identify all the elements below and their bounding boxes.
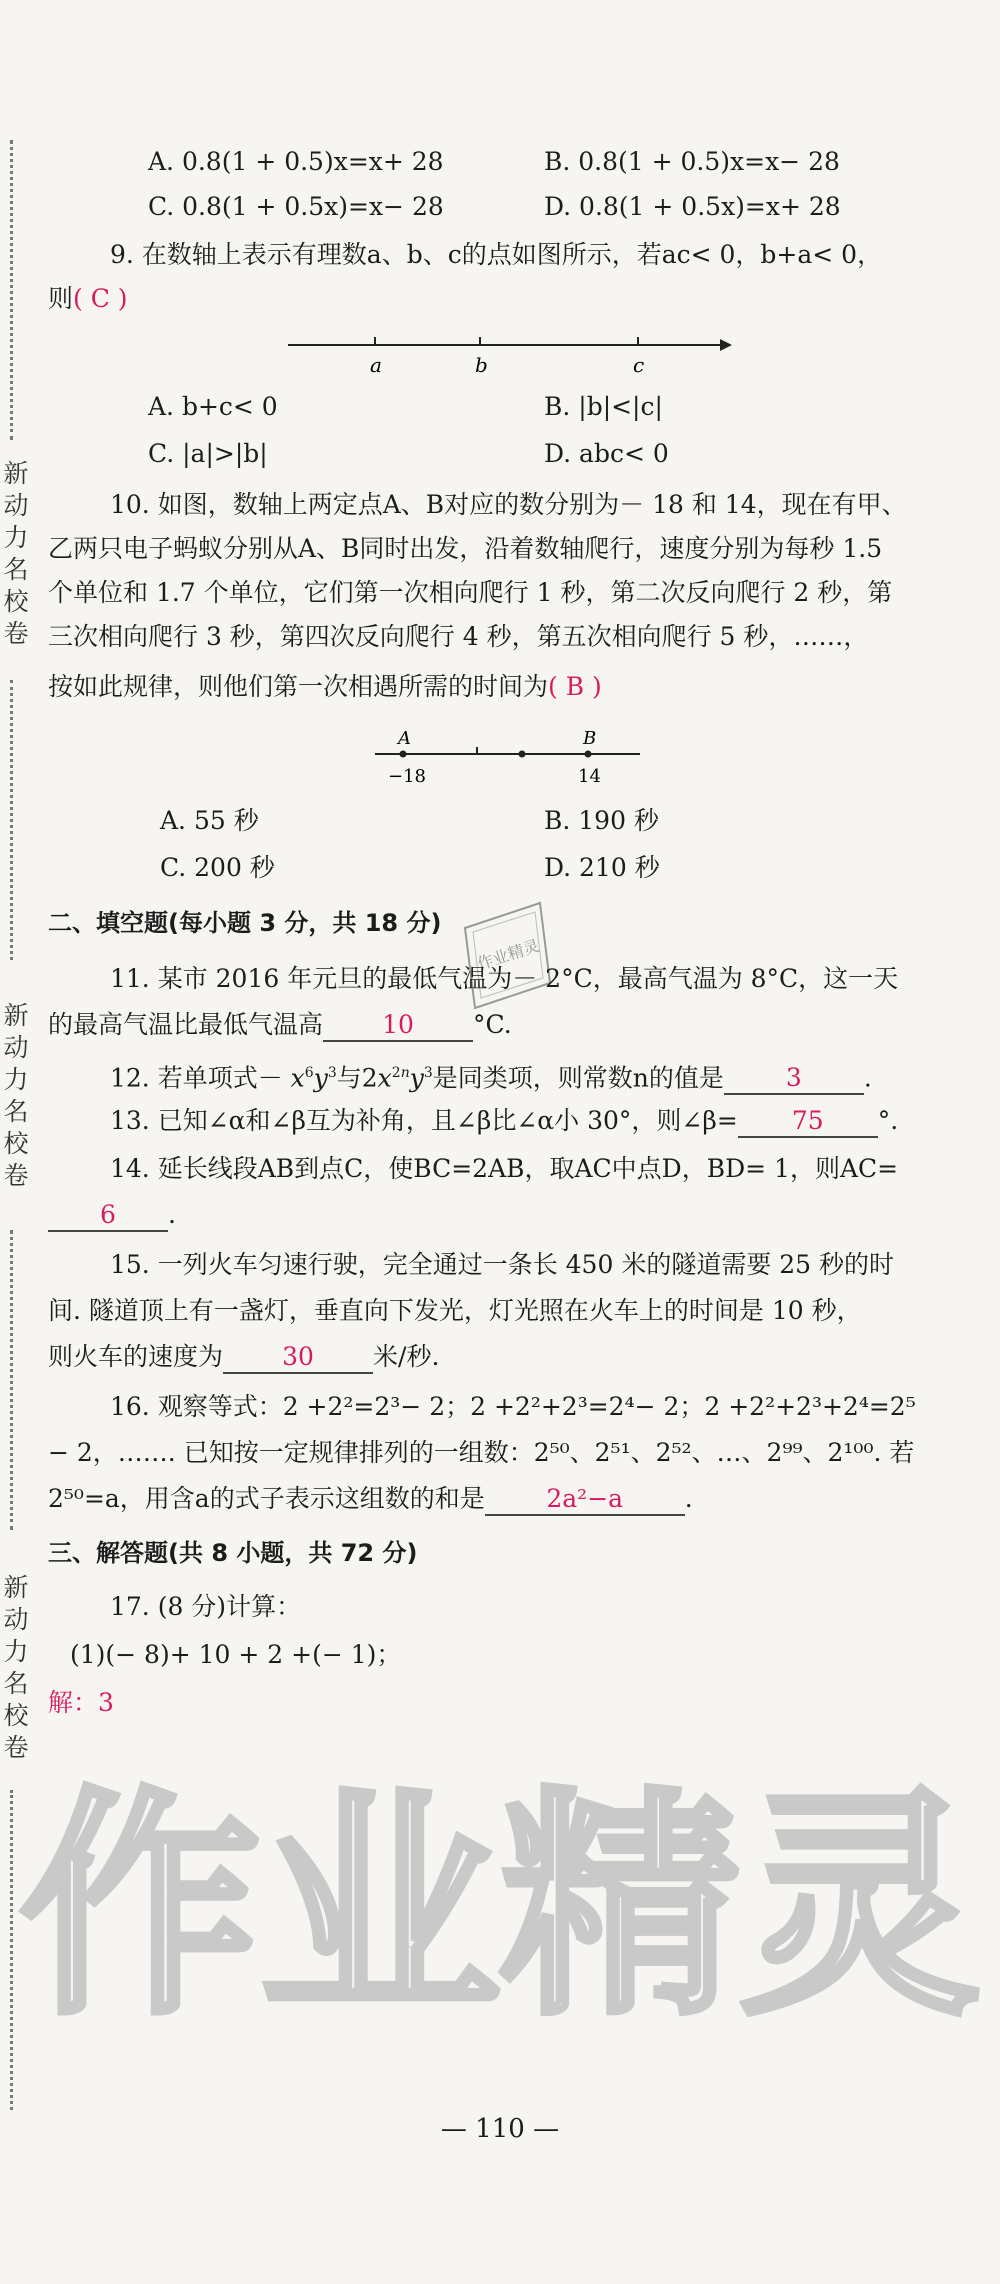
q9-answer: ( C ) — [73, 284, 128, 313]
q10-label-b: B — [583, 728, 597, 749]
q10-stem-5 — [48, 670, 602, 704]
margin-label: 新动力名校卷 — [3, 1001, 29, 1190]
q8-option-b: B. 0.8(1 + 0.5)x=x− 28 — [544, 147, 840, 176]
section-fill-in-title: 二、填空题(每小题 3 分，共 18 分) — [48, 909, 442, 937]
stamp-seal — [455, 888, 555, 1018]
q10-value-a: −18 — [388, 766, 426, 787]
q10-stem-4: 三次相向爬行 3 秒，第四次反向爬行 4 秒，第五次相向爬行 5 秒，……， — [48, 622, 869, 651]
q14-stem: 14. 延长线段AB到点C，使BC=2AB，取AC中点D，BD= 1，则AC= — [110, 1154, 899, 1183]
q11-stem-1: 11. 某市 2016 年元旦的最低气温为－ 2°C，最高气温为 8°C，这一天 — [110, 964, 899, 993]
q13-stem — [110, 1104, 898, 1138]
margin-dots — [10, 140, 13, 440]
q12-post: 是同类项，则常数n的值是 — [432, 1063, 724, 1093]
q12-answer-blank: 3 — [724, 1063, 864, 1095]
margin-dots — [10, 1230, 13, 1530]
q15-answer-blank: 30 — [223, 1342, 373, 1374]
q15-stem-3 — [48, 1340, 439, 1374]
q10-number-line — [370, 722, 650, 790]
q10-option-d: D. 210 秒 — [544, 853, 660, 882]
q16-end: . — [684, 1484, 693, 1513]
q9-stem: 9. 在数轴上表示有理数a、b、c的点如图所示，若ac< 0，b+a< 0， — [110, 240, 883, 269]
q9-option-b: B. |b|<|c| — [544, 392, 663, 421]
q16-answer-blank: 2a²−a — [485, 1484, 685, 1516]
q10-option-c: C. 200 秒 — [160, 853, 275, 882]
q8-option-c: C. 0.8(1 + 0.5x)=x− 28 — [148, 192, 444, 221]
q14-end: . — [168, 1200, 176, 1229]
q17-stem-2: (1)(− 8)+ 10 + 2 +(− 1)； — [70, 1640, 402, 1669]
q8-option-d: D. 0.8(1 + 0.5x)=x+ 28 — [544, 192, 841, 221]
q9-label-b: b — [475, 353, 488, 377]
q11-answer-blank: 10 — [323, 1010, 473, 1042]
q9-option-a: A. b+c< 0 — [148, 392, 278, 421]
page-number: — 110 — — [440, 2114, 560, 2144]
q15-stem-1: 15. 一列火车匀速行驶，完全通过一条长 450 米的隧道需要 25 秒的时 — [110, 1250, 895, 1279]
q15-stem-text: 则火车的速度为 — [48, 1342, 224, 1371]
q16-stem-text: 2⁵⁰=a，用含a的式子表示这组数的和是 — [48, 1484, 485, 1513]
q9-prefix: 则 — [48, 284, 74, 313]
q13-text: 13. 已知∠α和∠β互为补角，且∠β比∠α小 30°，则∠β= — [110, 1106, 738, 1135]
stamp-text: 作业精灵 — [474, 935, 542, 974]
q17-solution: 解：3 — [48, 1688, 114, 1717]
q12-pre: 12. 若单项式－ — [110, 1063, 291, 1093]
q10-value-b: 14 — [578, 766, 601, 787]
q17-stem-1: 17. (8 分)计算： — [110, 1592, 302, 1621]
q10-stem-1: 10. 如图，数轴上两定点A、B对应的数分别为－ 18 和 14，现在有甲、 — [110, 490, 907, 519]
q9-label-a: a — [370, 353, 382, 377]
q9-stem-2 — [48, 282, 128, 316]
q15-stem-2: 间. 隧道顶上有一盏灯，垂直向下发光，灯光照在火车上的时间是 10 秒， — [48, 1296, 862, 1325]
q10-label-a: A — [398, 728, 411, 749]
q12-stem: 12. 若单项式－ $x^6y^3$与$2x^{2n}y^3$是同类项，则常数n的值是 3 . — [110, 1056, 872, 1095]
watermark-logo — [0, 1690, 1000, 2110]
q14-answer-blank: 6 — [48, 1200, 168, 1232]
q16-stem-1: 16. 观察等式：2 +2²=2³− 2；2 +2²+2³=2⁴− 2；2 +2²+2³+2⁴=2⁵ — [110, 1392, 916, 1421]
q13-end: °. — [877, 1106, 899, 1135]
margin-label: 新动力名校卷 — [3, 1573, 29, 1762]
margin-dots — [10, 680, 13, 960]
q14-answer-line — [48, 1198, 176, 1232]
q10-option-a: A. 55 秒 — [160, 806, 259, 835]
q16-stem-2: − 2，……. 已知按一定规律排列的一组数：2⁵⁰、2⁵¹、2⁵²、…、2⁹⁹、2¹⁰⁰. 若 — [48, 1438, 915, 1467]
q9-option-c: C. |a|>|b| — [148, 439, 268, 468]
q9-number-line — [280, 325, 740, 385]
margin-label: 新动力名校卷 — [3, 459, 29, 648]
q10-stem-text: 按如此规律，则他们第一次相遇所需的时间为 — [48, 672, 549, 701]
q11-unit: °C. — [473, 1010, 512, 1039]
q9-option-d: D. abc< 0 — [544, 439, 669, 468]
q9-label-c: c — [633, 353, 645, 377]
q10-stem-2: 乙两只电子蚂蚁分别从A、B同时出发，沿着数轴爬行，速度分别为每秒 1.5 — [48, 534, 883, 563]
section-solve-title: 三、解答题(共 8 小题，共 72 分) — [48, 1539, 418, 1567]
q12-mid: 与 — [336, 1063, 362, 1093]
q11-stem-text: 的最高气温比最低气温高 — [48, 1010, 324, 1039]
watermark-text: 作业精灵 — [19, 1767, 981, 2047]
q15-unit: 米/秒. — [373, 1342, 440, 1371]
q12-end: . — [863, 1063, 872, 1093]
q16-stem-3 — [48, 1482, 693, 1516]
q8-option-a: A. 0.8(1 + 0.5)x=x+ 28 — [148, 147, 444, 176]
q13-answer-blank: 75 — [738, 1106, 878, 1138]
q11-stem-2 — [48, 1008, 512, 1042]
q10-stem-3: 个单位和 1.7 个单位，它们第一次相向爬行 1 秒，第二次反向爬行 2 秒，第 — [48, 578, 893, 607]
q10-option-b: B. 190 秒 — [544, 806, 659, 835]
q10-answer: ( B ) — [548, 672, 602, 701]
